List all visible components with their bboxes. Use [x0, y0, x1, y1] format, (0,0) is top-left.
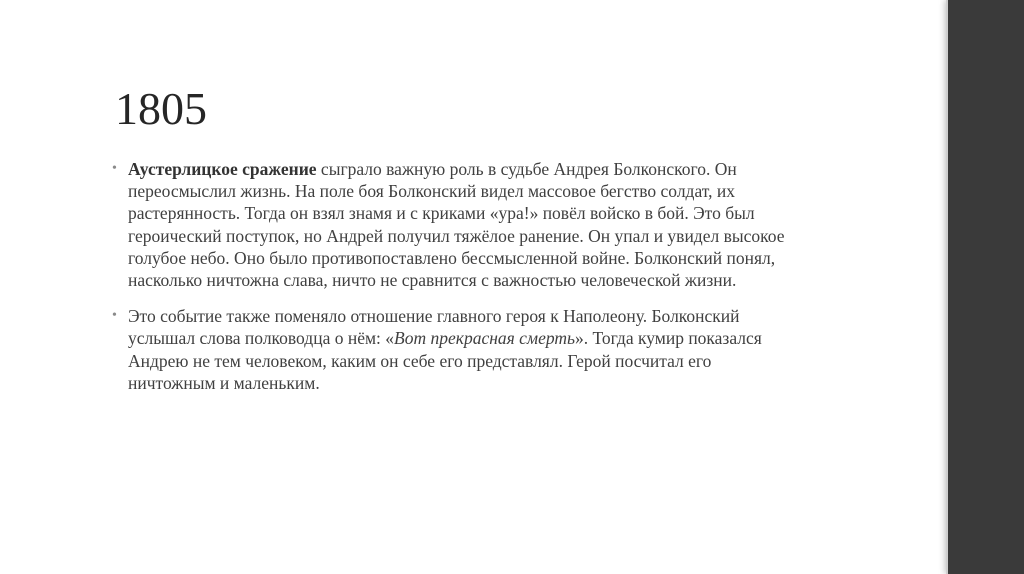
bullet-list [110, 158, 790, 408]
bullet-icon: • [112, 161, 117, 176]
bullet-item-austerlitz [110, 158, 790, 291]
bullet-icon: • [112, 308, 117, 324]
bullet-item-napoleon [110, 305, 790, 394]
bullet-text-after: ». Тогда кумир показался Андрею не тем человеком, каким он себе его представлял. Герой посчитал его ничтожным и маленьким. [128, 328, 762, 393]
bullet-text: сыграло важную роль в судьбе Андрея Болконского. Он переосмыслил жизнь. На поле боя Болконский видел массовое бегство солдат, их растерянность. Тогда он взял знамя и с криками «ура!» повёл войско в бой. Это был героический поступок, но Андрей получил тяжёлое ранение. Он упал и увидел высокое голубое небо. Оно было противопоставлено бессмысленной войне. Болконский понял, насколько ничтожна слава, ничто не сравнится с важностью человеческой жизни. [128, 159, 785, 291]
slide-title: 1805 [115, 83, 207, 134]
bullet-text-before: Это событие также поменяло отношение главного героя к Наполеону. Болконский услышал слова полководца о нём: « [128, 306, 740, 349]
bullet-italic-quote: Вот прекрасная смерть [394, 328, 575, 349]
bullet-bold-lead: Аустерлицкое сражение [128, 159, 317, 179]
side-bar [948, 0, 1024, 574]
